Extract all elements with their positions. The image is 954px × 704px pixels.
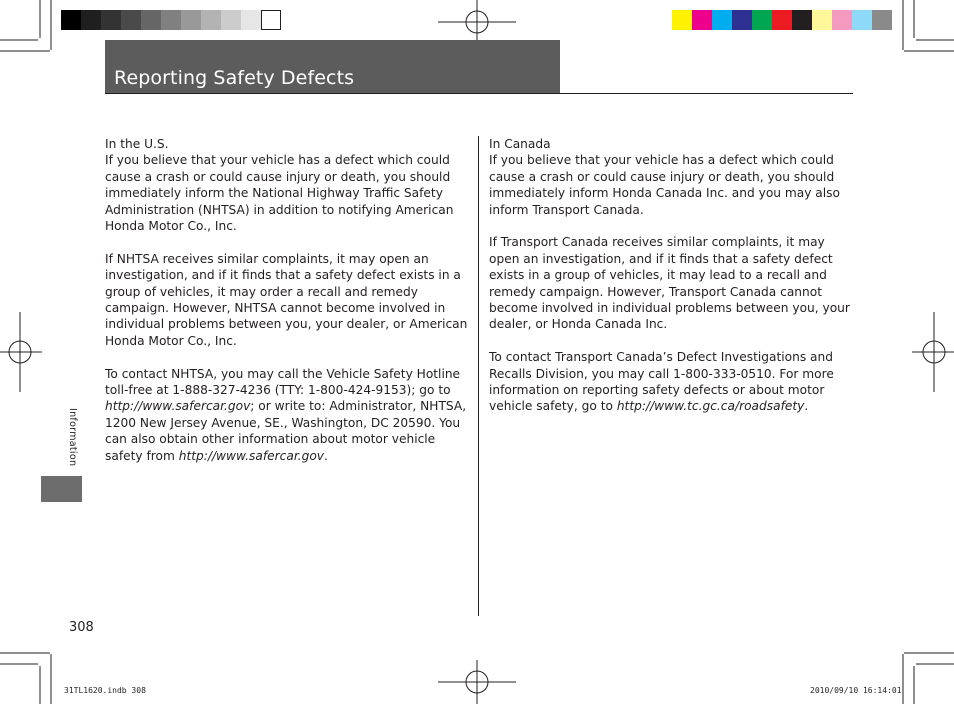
gray-swatch (141, 10, 161, 30)
nhtsa-contact-paragraph (105, 366, 475, 464)
canada-heading: In Canada (489, 137, 551, 151)
nhtsa-investigation-text: If NHTSA receives similar complaints, it may open an investigation, and if it finds that a safety defect exists in a group of vehicles, it may order a recall and remedy campaign. However, NHTSA cannot become involved in individual problems between you, your dealer, or American Honda Motor Co., Inc. (105, 251, 468, 348)
process-swatch (692, 10, 712, 30)
gray-swatch (161, 10, 181, 30)
process-swatch (772, 10, 792, 30)
roadsafety-link[interactable]: http://www.tc.gc.ca/roadsafety (616, 399, 805, 414)
process-color-bar (672, 10, 892, 30)
process-swatch (752, 10, 772, 30)
process-swatch (812, 10, 832, 30)
nhtsa-contact-text-1: To contact NHTSA, you may call the Vehicle Safety Hotline toll-free at 1-888-327-4236 (TTY: 1-800-424-9153); go to (105, 366, 461, 398)
us-heading: In the U.S. (105, 137, 169, 151)
transport-canada-investigation-text: If Transport Canada receives similar complaints, it may open an investigation, and if it finds that a safety defect exists in a group of vehicles, it may lead to a recall and remedy campaign. However, Transport Canada cannot become involved in individual problems between you, your dealer, or Honda Canada Inc. (489, 235, 850, 332)
nhtsa-contact-text-2: ; or write to: Administrator, NHTSA, 1200 New Jersey Avenue, SE., Washington, DC 20590. You can also obtain other information about motor vehicle safety from (105, 399, 467, 463)
process-swatch (872, 10, 892, 30)
safercar-link-2[interactable]: http://www.safercar.gov (178, 448, 325, 463)
nhtsa-contact-text-3: . (324, 448, 328, 463)
gray-swatch (181, 10, 201, 30)
transport-canada-contact-paragraph (489, 349, 859, 415)
process-swatch (792, 10, 812, 30)
gray-swatch (241, 10, 261, 30)
column-divider (478, 136, 479, 616)
gray-swatch (261, 10, 281, 30)
gray-swatch (221, 10, 241, 30)
gray-swatch (81, 10, 101, 30)
gray-swatch (201, 10, 221, 30)
gray-swatch (101, 10, 121, 30)
process-swatch (852, 10, 872, 30)
process-swatch (732, 10, 752, 30)
title-bar (105, 40, 560, 93)
safercar-link[interactable]: http://www.safercar.gov (105, 399, 251, 414)
page-number: 308 (69, 620, 94, 635)
page-title: Reporting Safety Defects (114, 67, 355, 89)
process-swatch (832, 10, 852, 30)
slug-file: 31TL1620.indb 308 (64, 686, 146, 695)
section-tab-label: Information (67, 408, 78, 467)
slug-timestamp: 2010/09/10 16:14:01 (810, 686, 902, 695)
grayscale-color-bar (61, 10, 281, 30)
left-column (105, 136, 475, 480)
canada-intro-text: If you believe that your vehicle has a defect which could cause a crash or could cause injury or death, you should immediately inform Honda Canada Inc. and you may also inform Transport Canada. (489, 153, 840, 217)
transport-canada-contact-text-1: To contact Transport Canada’s Defect Investigations and Recalls Division, you may call 1-800-333-0510. For more information on reporting safety defects or about motor vehicle safety, go to (489, 350, 834, 414)
canada-section (489, 136, 859, 218)
gray-swatch (61, 10, 81, 30)
us-intro-text: If you believe that your vehicle has a defect which could cause a crash or could cause injury or death, you should immediately inform the National Highway Traffic Safety Administration (NHTSA) in addition to notifying American Honda Motor Co., Inc. (105, 153, 454, 234)
transport-canada-contact-text-2: . (804, 399, 809, 414)
gray-swatch (121, 10, 141, 30)
process-swatch (672, 10, 692, 30)
section-tab[interactable] (41, 476, 82, 502)
process-swatch (712, 10, 732, 30)
right-column (489, 136, 859, 431)
us-section (105, 136, 475, 234)
title-rule (105, 93, 853, 94)
